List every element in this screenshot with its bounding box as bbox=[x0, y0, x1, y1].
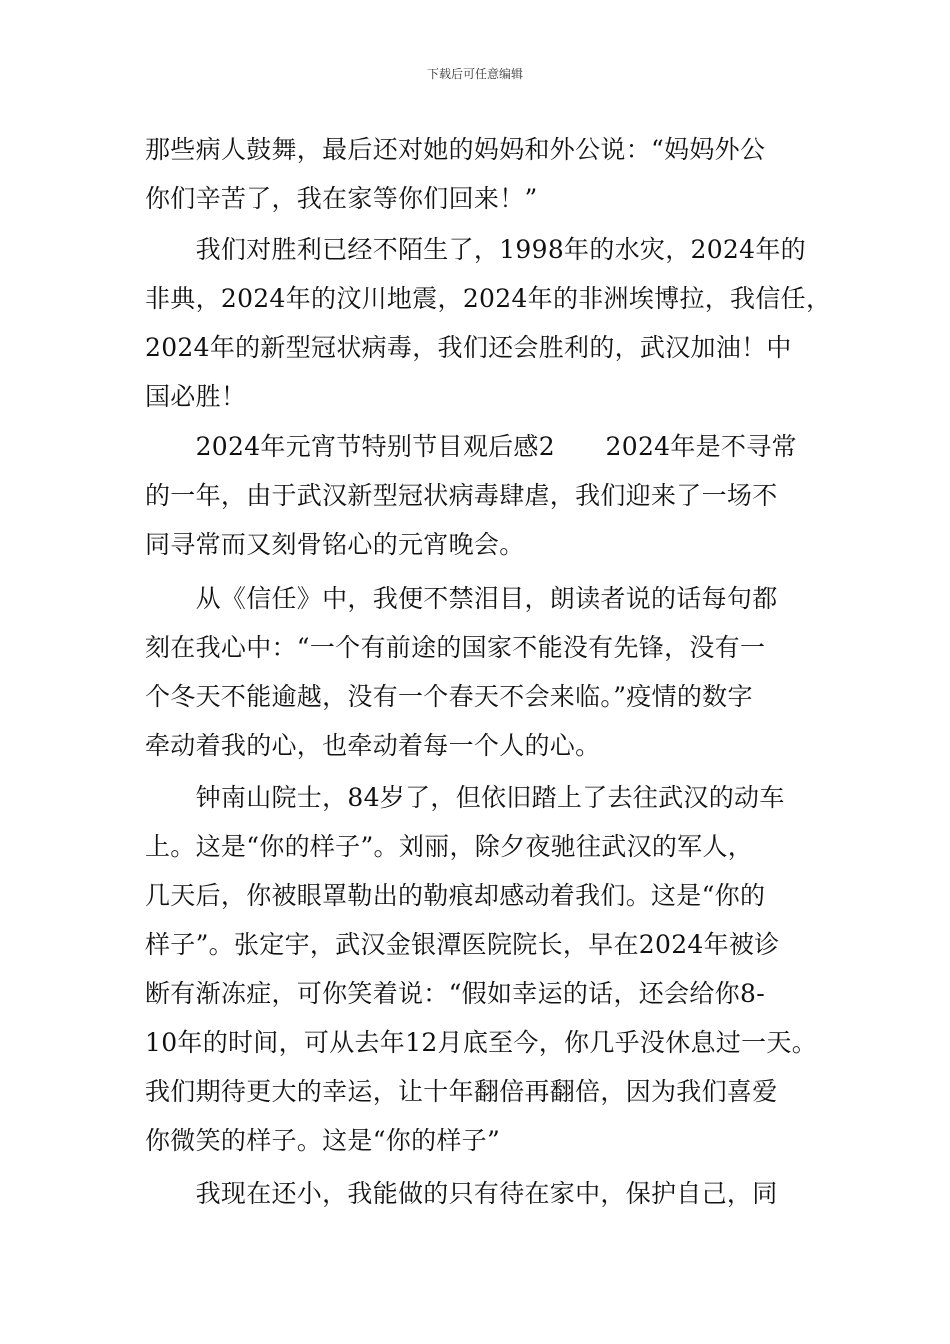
text-line: 非典，2024年的汶川地震，2024年的非洲埃博拉，我信任， bbox=[145, 284, 832, 313]
text-line: 的一年，由于武汉新型冠状病毒肆虐，我们迎来了一场不 bbox=[145, 481, 778, 510]
text-line: 刻在我心中：“一个有前途的国家不能没有先锋，没有一 bbox=[145, 633, 766, 662]
text-line: 你微笑的样子。这是“你的样子” bbox=[145, 1126, 501, 1155]
text-line: 牵动着我的心，也牵动着每一个人的心。 bbox=[145, 731, 601, 760]
text-line: 从《信任》中，我便不禁泪目，朗读者说的话每句都 bbox=[145, 584, 778, 613]
text-line: 10年的时间，可从去年12月底至今，你几乎没休息过一天。 bbox=[145, 1028, 818, 1057]
text-line: 我们期待更大的幸运，让十年翻倍再翻倍，因为我们喜爱 bbox=[145, 1077, 778, 1106]
text-line: 样子”。张定宇，武汉金银潭医院院长，早在2024年被诊 bbox=[145, 930, 780, 959]
text-line: 那些病人鼓舞，最后还对她的妈妈和外公说：“妈妈外公 bbox=[145, 135, 766, 164]
text-line: 个冬天不能逾越，没有一个春天不会来临。”疫情的数字 bbox=[145, 682, 753, 711]
text-line: 断有渐冻症，可你笑着说：“假如幸运的话，还会给你8- bbox=[145, 979, 765, 1008]
text-line: 几天后，你被眼罩勒出的勒痕却感动着我们。这是“你的 bbox=[145, 881, 766, 910]
text-line: 2024年的新型冠状病毒，我们还会胜利的，武汉加油！中 bbox=[145, 333, 792, 362]
text-line: 2024年元宵节特别节目观后感2 2024年是不寻常 bbox=[145, 432, 797, 461]
text-line: 同寻常而又刻骨铭心的元宵晚会。 bbox=[145, 530, 525, 559]
text-line: 你们辛苦了，我在家等你们回来！” bbox=[145, 184, 538, 213]
text-line: 我现在还小，我能做的只有待在家中，保护自己，同 bbox=[145, 1179, 778, 1208]
text-line: 上。这是“你的样子”。刘丽，除夕夜驰往武汉的军人， bbox=[145, 832, 754, 861]
text-line: 国必胜！ bbox=[145, 382, 247, 411]
page-header: 下载后可任意编辑 bbox=[426, 67, 523, 81]
text-line: 钟南山院士，84岁了，但依旧踏上了去往武汉的动车 bbox=[145, 783, 785, 812]
text-line: 我们对胜利已经不陌生了，1998年的水灾，2024年的 bbox=[145, 235, 806, 264]
